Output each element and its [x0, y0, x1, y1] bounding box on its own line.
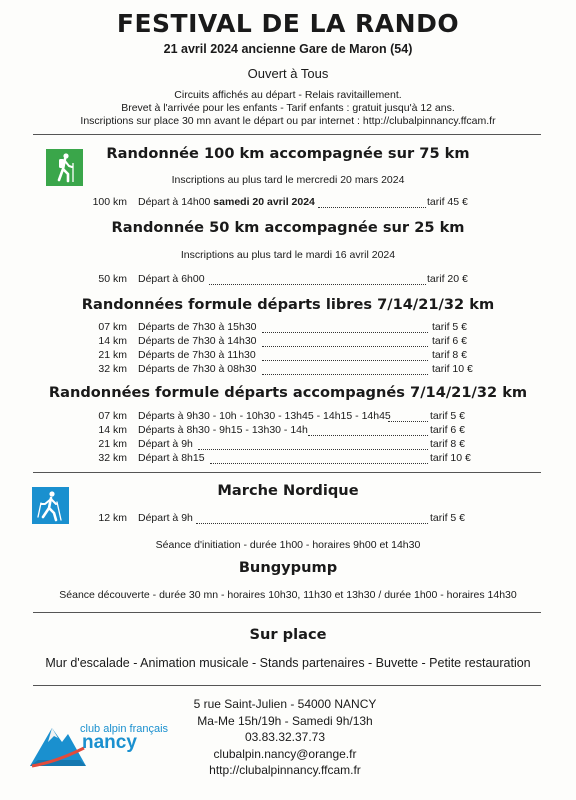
section-title-rando-50: Randonnée 50 km accompagnée sur 25 km: [111, 219, 465, 236]
distance: 100 km: [92, 196, 127, 208]
tarif: tarif 6 €: [432, 335, 468, 347]
club-alpin-logo: [30, 716, 180, 768]
tarif-row: [0, 273, 576, 287]
divider: [33, 134, 541, 135]
club-hours: Ma-Me 15h/19h - Samedi 9h/13h: [197, 713, 373, 728]
distance: 32 km: [98, 452, 127, 464]
tarif: tarif 5 €: [432, 321, 468, 333]
page-title: FESTIVAL DE LA RANDO: [116, 9, 460, 38]
dot-leader: [308, 435, 428, 436]
divider: [33, 685, 541, 686]
dot-leader: [210, 463, 428, 464]
departure-times: Départ à 6h00: [138, 273, 205, 285]
tarif: tarif 8 €: [430, 438, 466, 450]
tarif-row: [0, 512, 576, 526]
departure-times: Départs à 9h30 - 10h - 10h30 - 13h45 - 14h15 - 14h45: [138, 410, 391, 422]
divider: [33, 612, 541, 613]
tarif: tarif 20 €: [427, 273, 468, 285]
tarif-row: [0, 349, 576, 363]
dot-leader: [262, 360, 428, 361]
departure-times: Départs à 8h30 - 9h15 - 13h30 - 14h: [138, 424, 308, 436]
section-title-rando-100: Randonnée 100 km accompagnée sur 75 km: [106, 145, 470, 162]
distance: 21 km: [98, 349, 127, 361]
dot-leader: [262, 374, 428, 375]
dot-leader: [198, 449, 428, 450]
distance: 21 km: [98, 438, 127, 450]
club-phone: 03.83.32.37.73: [244, 730, 326, 744]
session-info: Séance d'initiation - durée 1h00 - horaires 9h00 et 14h30: [155, 539, 421, 551]
tarif: tarif 5 €: [430, 410, 466, 422]
tarif: tarif 45 €: [427, 196, 468, 208]
club-email[interactable]: clubalpin.nancy@orange.fr: [213, 746, 357, 761]
session-info: Séance découverte - durée 30 mn - horaires 10h30, 11h30 et 13h30 / durée 1h00 - horaires 14h30: [59, 589, 517, 601]
tarif: tarif 6 €: [430, 424, 466, 436]
tarif-row: [0, 424, 576, 438]
registration-deadline: Inscriptions au plus tard le mercredi 20 mars 2024: [171, 174, 405, 186]
dot-leader: [262, 346, 428, 347]
departure-times: Départs de 7h30 à 08h30: [138, 363, 257, 375]
dot-leader: [209, 284, 426, 285]
tarif-row: [0, 196, 576, 210]
departure-times: Départs de 7h30 à 14h30: [138, 335, 257, 347]
club-contact: [170, 696, 400, 779]
tarif-row: [0, 335, 576, 349]
info-line: Circuits affichés au départ - Relais ravitaillement.: [174, 89, 402, 101]
tarif: tarif 10 €: [432, 363, 473, 375]
tarif-row: [0, 452, 576, 466]
distance: 50 km: [98, 273, 127, 285]
departure-times: Départ à 8h15: [138, 452, 205, 464]
tarif: tarif 5 €: [430, 512, 466, 524]
logo-text-nancy: nancy: [82, 732, 137, 753]
departure-times: Départs de 7h30 à 15h30: [138, 321, 257, 333]
departure-times: Départs de 7h30 à 11h30: [138, 349, 256, 361]
on-site-activities: Mur d'escalade - Animation musicale - Stands partenaires - Buvette - Petite restauration: [45, 656, 531, 670]
departure-times: Départ à 9h: [138, 438, 193, 450]
distance: 32 km: [98, 363, 127, 375]
logo-text-club: club alpin français: [80, 723, 169, 735]
distance: 07 km: [98, 321, 127, 333]
dot-leader: [196, 523, 428, 524]
info-line: Brevet à l'arrivée pour les enfants - Tarif enfants : gratuit jusqu'à 12 ans.: [121, 102, 455, 114]
open-to-all: Ouvert à Tous: [247, 66, 329, 81]
tarif: tarif 10 €: [430, 452, 471, 464]
info-line: Inscriptions sur place 30 mn avant le départ ou par internet : http://clubalpinnancy.ffcam.fr: [80, 115, 496, 127]
tarif-row: [0, 410, 576, 424]
dot-leader: [388, 421, 428, 422]
tarif-row: [0, 438, 576, 452]
distance: 07 km: [98, 410, 127, 422]
event-date-location: 21 avril 2024 ancienne Gare de Maron (54): [163, 42, 413, 56]
section-title-departs-libres: Randonnées formule départs libres 7/14/21/32 km: [81, 296, 495, 313]
tarif-row: [0, 321, 576, 335]
distance: 12 km: [98, 512, 127, 524]
tarif-row: [0, 363, 576, 377]
section-title-marche-nordique: Marche Nordique: [217, 482, 359, 499]
dot-leader: [262, 332, 428, 333]
registration-deadline: Inscriptions au plus tard le mardi 16 avril 2024: [180, 249, 396, 261]
club-address: 5 rue Saint-Julien - 54000 NANCY: [193, 697, 377, 711]
section-title-sur-place: Sur place: [249, 626, 327, 643]
distance: 14 km: [98, 335, 127, 347]
departure-times: Départ à 9h: [138, 512, 193, 524]
club-website[interactable]: http://clubalpinnancy.ffcam.fr: [209, 763, 361, 777]
distance: 14 km: [98, 424, 127, 436]
tarif: tarif 8 €: [432, 349, 468, 361]
section-title-departs-accompagnes: Randonnées formule départs accompagnés 7/14/21/32 km: [48, 384, 528, 401]
divider: [33, 472, 541, 473]
section-title-bungypump: Bungypump: [238, 559, 338, 576]
dot-leader: [318, 207, 426, 208]
departure-times: Départ à 14h00 samedi 20 avril 2024: [138, 196, 315, 208]
